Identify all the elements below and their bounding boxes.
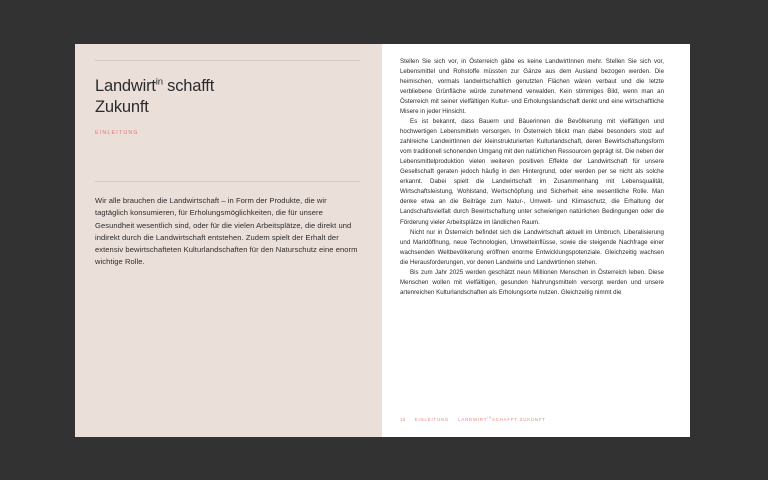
footer-section-label: EINLEITUNG xyxy=(414,417,450,422)
lead-paragraph: Wir alle brauchen die Landwirtschaft – in Form der Produkte, die wir tagtäglich konsumieren, für Erholungsmöglichkeiten, die für unsere Gesundheit wesentlich sind, oder für die vielen Arbeitsplätze, die direkt und indirekt durch die Landwirtschaft entstehen. Zudem spielt der Erhalt der extensiv bewirtschafteten Kulturlandschaften für den Naturschutz eine enorm wichtige Rolle. xyxy=(95,196,358,267)
book-spread xyxy=(75,44,690,437)
page-title-line2: Zukunft xyxy=(95,98,149,117)
page-title-rest: schafft xyxy=(162,77,215,95)
footer-running-post: SCHAFFT ZUKUNFT xyxy=(492,417,546,422)
right-page xyxy=(382,44,690,437)
footer-running-title xyxy=(458,417,546,422)
section-kicker: EINLEITUNG xyxy=(95,130,139,137)
lead-block xyxy=(95,181,360,269)
page-title-word: Landwirt xyxy=(95,77,156,95)
lead-divider xyxy=(95,181,360,182)
page-title-superscript: in xyxy=(155,76,163,88)
page-title xyxy=(95,76,360,118)
title-divider xyxy=(95,60,360,61)
body-paragraph: Nicht nur in Österreich befindet sich die Landwirtschaft aktuell im Umbruch. Liberalisierung und Marktöffnung, neue Technologien, Umwelteinflüsse, sowie die steigende Nachfrage einer wachsenden Weltbevölkerung eröffnen enorme Entwicklungspotenziale. Gleichzeitig wachsen die Herausforderungen, vor denen Landwirte und Landwirtinnen stehen. xyxy=(400,228,664,266)
footer-running-superscript: IN xyxy=(487,415,493,420)
left-page xyxy=(75,44,382,437)
page-number: 15 xyxy=(400,417,406,422)
footer-running-pre: LANDWIRT xyxy=(458,417,488,422)
body-paragraph: Es ist bekannt, dass Bauern und Bäuerinnen die Bevölkerung mit vielfältigen und hochwertigen Lebensmitteln versorgen. In Österreich blickt man dabei besonders stolz auf zahlreiche LandwirtInnen der kleinstrukturierten Kulturlandschaft, deren Bewirtschaftungsform vom traditionell schonenden Umgang mit den natürlichen Ressourcen geprägt ist. Die neben der Lebensmittelproduktion vielen weiteren positiven Effekte der Landwirtschaft für unsere Gesellschaft geraten jedoch häufig in den Hintergrund, oder werden per se nicht als solche erkannt. Dabei spielt die Landwirtschaft im Zusammenhang mit Lebensqualität, Wirtschaftsleistung, Wohlstand, Wertschöpfung und Sicherheit eine wesentliche Rolle. Man denke etwa an die Beiträge zum Natur-, Umwelt- und Klimaschutz, die Erhaltung der Landschaftsvielfalt durch Bewirtschaftung unter schwierigen natürlichen Bedingungen oder die Förderung vieler Arbeitsplätze im ländlichen Raum. xyxy=(400,118,664,226)
page-footer xyxy=(400,417,546,422)
left-page-header xyxy=(95,60,360,136)
body-paragraph: Bis zum Jahr 2025 werden geschätzt neun Millionen Menschen in Österreich leben. Diese Menschen wollen mit vielfältigen, gesunden Nahrungsmitteln versorgt werden und unsere artenreichen Kulturlandschaften als Erholungsorte nutzen. Gleichzeitig nimmt die xyxy=(400,268,664,296)
right-page-body xyxy=(400,57,664,298)
body-paragraph: Stellen Sie sich vor, in Österreich gäbe es keine LandwirtInnen mehr. Stellen Sie sich vor, Lebensmittel und Rohstoffe müssten zur Gänze aus dem Ausland bezogen werden. Die heimischen, vormals landwirtschaftlich genutzten Flächen wären verbaut und die letzte verbliebene Grünfläche würde zunehmend verwalden. Kein stimmiges Bild, wenn man an Österreich mit seiner vielfältigen Kultur- und Erholungslandschaft denkt und eine wirtschaftliche Misere in jeder Hinsicht. xyxy=(400,58,664,116)
